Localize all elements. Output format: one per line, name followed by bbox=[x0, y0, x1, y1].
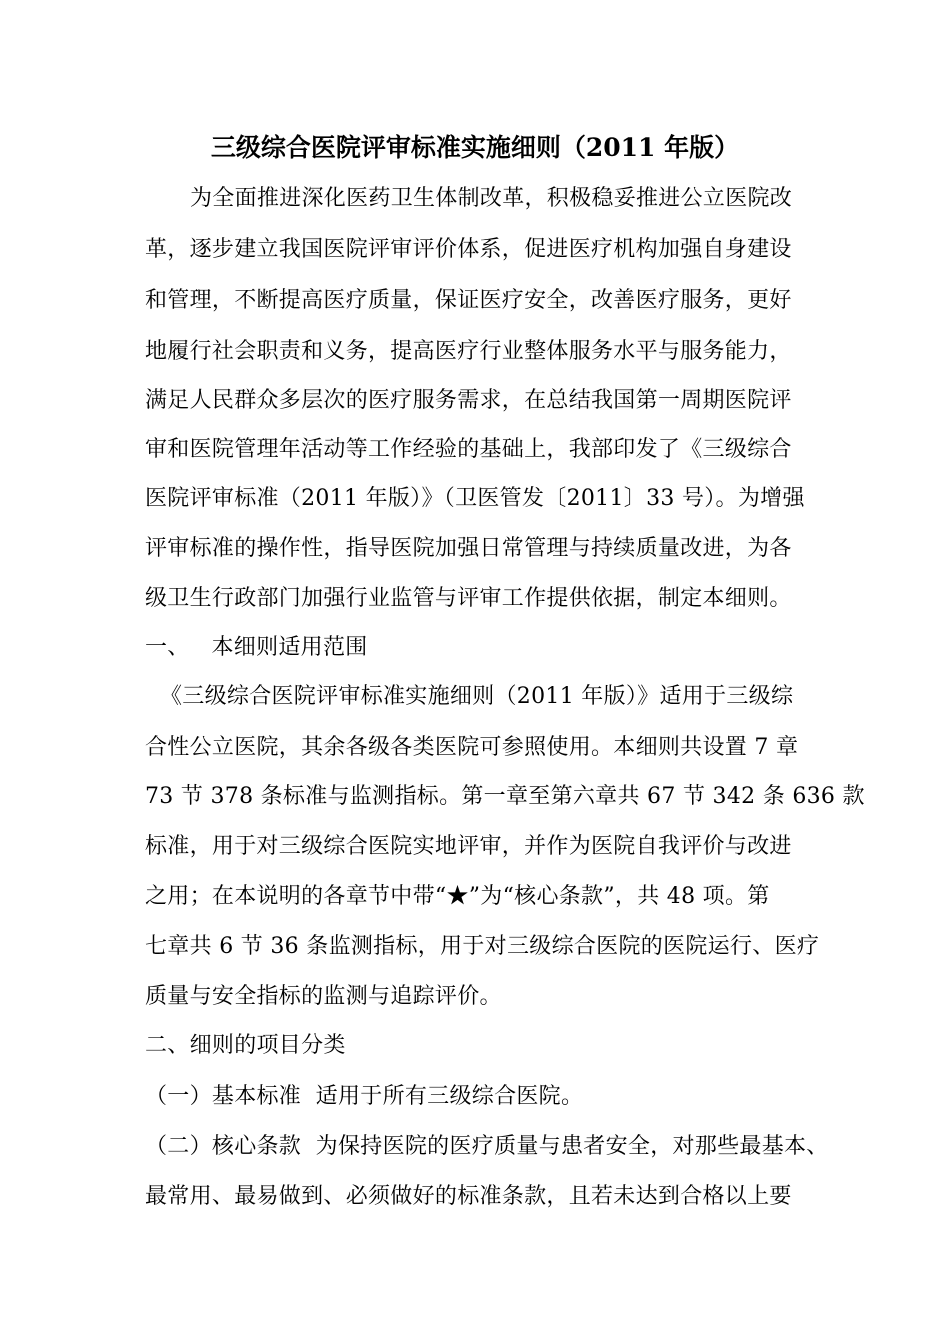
paragraph-line: 革，逐步建立我国医院评审评价体系，促进医疗机构加强自身建设 bbox=[145, 237, 792, 262]
section-heading: 一、 本细则适用范围 bbox=[145, 635, 368, 660]
paragraph-line: 合性公立医院，其余各级各类医院可参照使用。本细则共设置 7 章 bbox=[145, 735, 799, 760]
section-heading: 二、细则的项目分类 bbox=[145, 1033, 346, 1058]
paragraph-line: 七章共 6 节 36 条监测指标，用于对三级综合医院的医院运行、医疗 bbox=[145, 934, 820, 959]
paragraph-line: 和管理，不断提高医疗质量，保证医疗安全，改善医疗服务，更好 bbox=[145, 288, 792, 313]
paragraph-line: 质量与安全指标的监测与追踪评价。 bbox=[145, 984, 502, 1009]
paragraph-line: 73 节 378 条标准与监测指标。第一章至第六章共 67 节 342 条 636 款 bbox=[145, 784, 865, 809]
document-title: 三级综合医院评审标准实施细则（2011 年版） bbox=[210, 133, 740, 162]
paragraph-line: 满足人民群众多层次的医疗服务需求，在总结我国第一周期医院评 bbox=[145, 388, 792, 413]
list-item: （二）核心条款 为保持医院的医疗质量与患者安全，对那些最基本、 bbox=[145, 1134, 829, 1159]
paragraph-line: 地履行社会职责和义务，提高医疗行业整体服务水平与服务能力， bbox=[145, 339, 792, 364]
paragraph-line: 为全面推进深化医药卫生体制改革，积极稳妥推进公立医院改 bbox=[190, 186, 793, 211]
paragraph-line: 级卫生行政部门加强行业监管与评审工作提供依据，制定本细则。 bbox=[145, 586, 792, 611]
paragraph-line: 《三级综合医院评审标准实施细则（2011 年版）》适用于三级综 bbox=[160, 684, 794, 709]
paragraph-line: 审和医院管理年活动等工作经验的基础上，我部印发了《三级综合 bbox=[145, 437, 792, 462]
paragraph-line: 评审标准的操作性，指导医院加强日常管理与持续质量改进，为各 bbox=[145, 536, 792, 561]
paragraph-line: 标准，用于对三级综合医院实地评审，并作为医院自我评价与改进 bbox=[145, 834, 792, 859]
list-item: （一）基本标准 适用于所有三级综合医院。 bbox=[145, 1084, 584, 1109]
paragraph-line: 医院评审标准（2011 年版）》（卫医管发〔2011〕33 号）。为增强 bbox=[145, 486, 805, 511]
paragraph-line: 最常用、最易做到、必须做好的标准条款，且若未达到合格以上要 bbox=[145, 1184, 792, 1209]
paragraph-line: 之用；在本说明的各章节中带“★”为“核心条款”，共 48 项。第 bbox=[145, 884, 770, 909]
